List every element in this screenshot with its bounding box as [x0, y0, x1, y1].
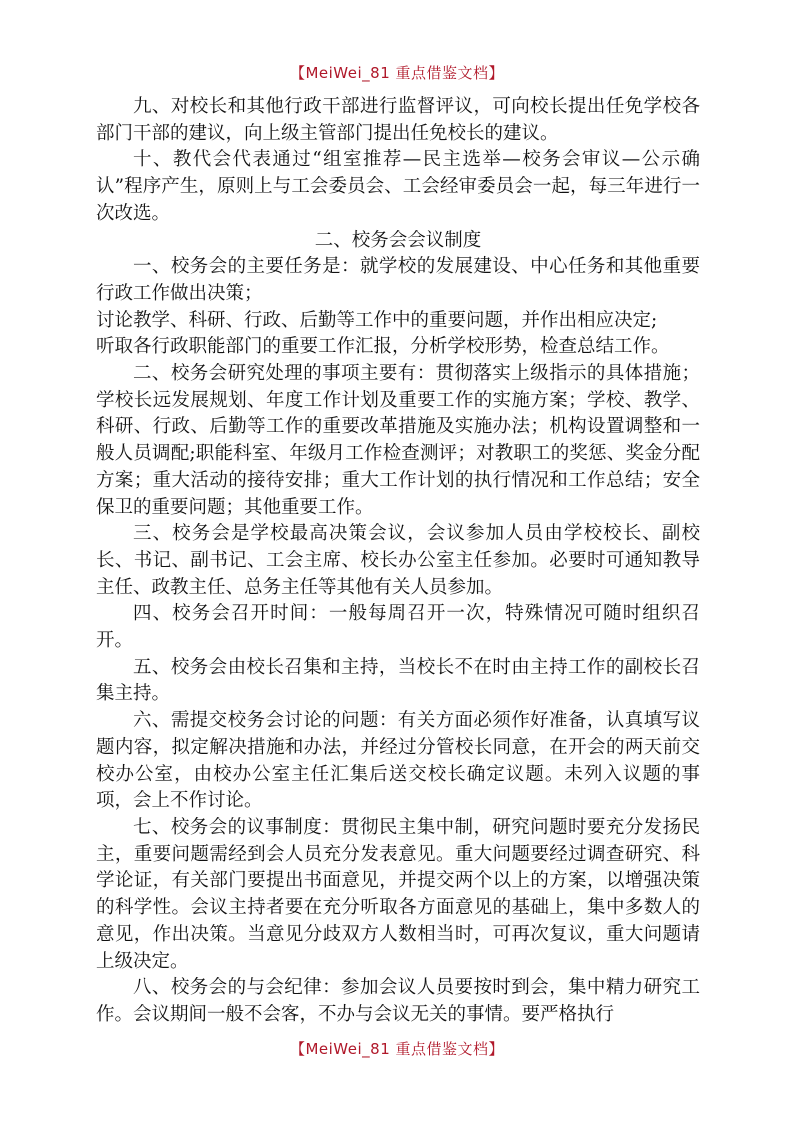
paragraph-matters: 二、校务会研究处理的事项主要有：贯彻落实上级指示的具体措施；学校长远发展规划、年度工作计划及重要工作的实施方案；学校、教学、科研、行政、后勤等工作的重要改革措施及实施办法；机构设置调整和一般人员调配;职能科室、年级月工作检查测评；对教职工的奖惩、奖金分配方案；重大活动的接待安排；重大工作计划的执行情况和工作总结；安全保卫的重要问题；其他重要工作。: [96, 363, 700, 518]
paragraph-participants: 三、校务会是学校最高决策会议，会议参加人员由学校校长、副校长、书记、副书记、工会主席、校长办公室主任参加。必要时可通知教导主任、政教主任、总务主任等其他有关人员参加。: [96, 523, 700, 598]
paragraph-agenda: 六、需提交校务会讨论的问题：有关方面必须作好准备，认真填写议题内容，拟定解决措施和办法，并经过分管校长同意，在开会的两天前交校办公室，由校办公室主任汇集后送交校长确定议题。未列入议题的事项，会上不作讨论。: [96, 710, 700, 812]
paragraph-item-10: 十、教代会代表通过“组室推荐—民主选举—校务会审议—公示确认”程序产生，原则上与工会委员会、工会经审委员会一起，每三年进行一次改选。: [96, 149, 700, 224]
paragraph-task-1: 一、校务会的主要任务是：就学校的发展建设、中心任务和其他重要行政工作做出决策；: [96, 256, 700, 304]
paragraph-rules: 七、校务会的议事制度：贯彻民主集中制，研究问题时要充分发扬民主，重要问题需经到会人员充分发表意见。重大问题要经过调查研究、科学论证，有关部门要提出书面意见，并提交两个以上的方案，以增强决策的科学性。会议主持者要在充分听取各方面意见的基础上，集中多数人的意见，作出决策。当意见分歧双方人数相当时，可再次复议，重大问题请上级决定。: [96, 816, 700, 972]
section-heading: 二、校务会会议制度: [314, 229, 482, 251]
paragraph-convener: 五、校务会由校长召集和主持，当校长不在时由主持工作的副校长召集主持。: [96, 656, 700, 705]
paragraph-meeting-time: 四、校务会召开时间：一般每周召开一次，特殊情况可随时组织召开。: [96, 603, 700, 652]
document-body: [96, 94, 700, 1029]
paragraph-item-9: 九、对校长和其他行政干部进行监督评议，可向校长提出任免学校各部门干部的建议，向上级主管部门提出任免校长的建议。: [96, 96, 700, 144]
header-watermark: 【MeiWei_81 重点借鉴文档】: [289, 64, 505, 82]
paragraph-task-line-2: 讨论教学、科研、行政、后勤等工作中的重要问题，并作出相应决定;: [96, 309, 658, 331]
paragraph-discipline: 八、校务会的与会纪律：参加会议人员要按时到会，集中精力研究工作。会议期间一般不会客，不办与会议无关的事情。要严格执行: [96, 977, 700, 1025]
paragraph-task-line-3: 听取各行政职能部门的重要工作汇报，分析学校形势，检查总结工作。: [96, 336, 670, 358]
footer-watermark: 【MeiWei_81 重点借鉴文档】: [289, 1040, 505, 1058]
